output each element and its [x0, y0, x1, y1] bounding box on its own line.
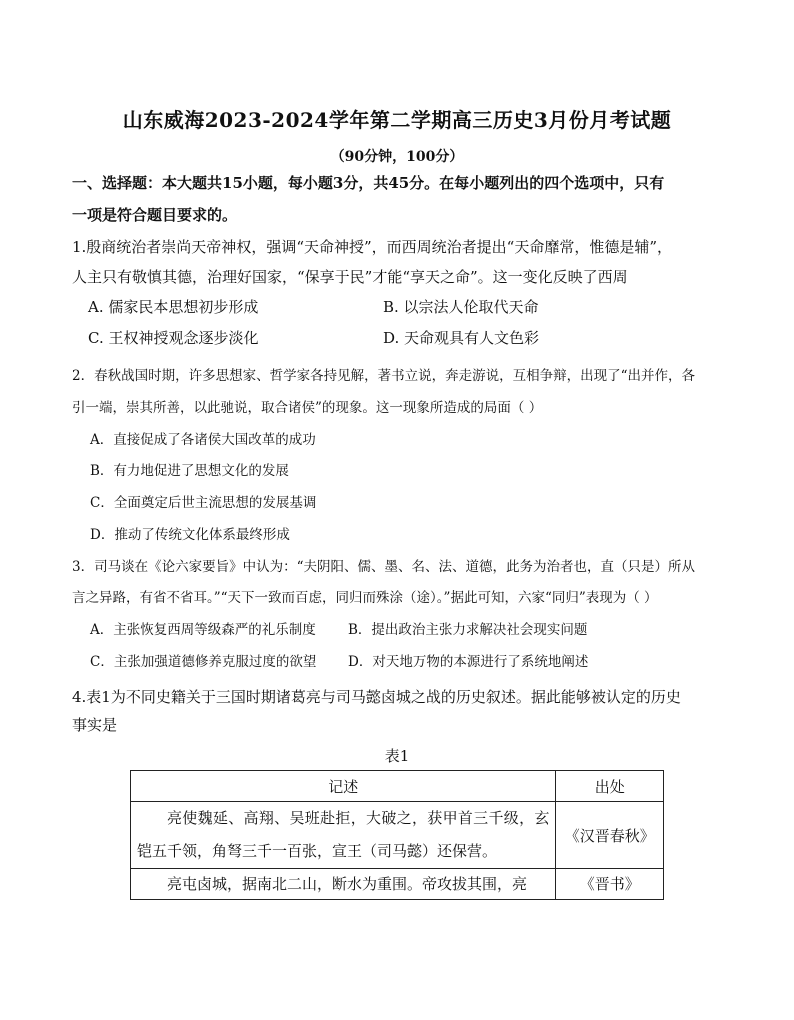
question-3-option-a: A．主张恢复西周等级森严的礼乐制度 — [90, 622, 316, 638]
table-cell-record: 亮屯卤城，据南北二山，断水为重围。帝攻拔其围，亮 — [167, 875, 528, 893]
page-subtitle: （90分钟，100分） — [330, 149, 464, 165]
question-1-option-b: B. 以宗法人伦取代天命 — [383, 298, 539, 316]
question-2-option-c: C．全面奠定后世主流思想的发展基调 — [90, 495, 317, 511]
table-row — [131, 802, 664, 869]
section-instructions-line2: 一项是符合题目要求的。 — [72, 206, 238, 224]
question-3-option-c: C．主张加强道德修养克服过度的欲望 — [90, 654, 317, 670]
question-2-stem-line2: 引一端，崇其所善，以此驰说，取合诸侯”的现象。这一现象所造成的局面（ ） — [72, 400, 543, 416]
table-header-row — [131, 771, 664, 802]
table-row — [131, 869, 664, 900]
question-1-stem-line1: 1.殷商统治者崇尚天帝神权，强调“天命神授”，而西周统治者提出“天命靡常，惟德是辅”， — [72, 238, 672, 256]
question-1-option-c: C. 王权神授观念逐步淡化 — [88, 329, 259, 347]
question-3-option-d: D．对天地万物的本源进行了系统地阐述 — [348, 654, 589, 670]
question-2-option-d: D．推动了传统文化体系最终形成 — [90, 527, 290, 543]
question-1-option-a: A. 儒家民本思想初步形成 — [88, 298, 259, 316]
question-2-option-b: B．有力地促进了思想文化的发展 — [90, 463, 289, 479]
question-1-option-d: D. 天命观具有人文色彩 — [383, 329, 540, 347]
table-header-record: 记述 — [131, 771, 556, 802]
question-3-option-b: B．提出政治主张力求解决社会现实问题 — [348, 622, 588, 638]
page-title: 山东威海2023-2024学年第二学期高三历史3月份月考试题 — [122, 108, 672, 132]
question-3-stem-line2: 言之异路，有省不省耳。”“天下一致而百虑，同归而殊涂（途）。”据此可知，六家“同归”表现为（ ） — [72, 590, 658, 606]
question-2-option-a: A．直接促成了各诸侯大国改革的成功 — [90, 432, 316, 448]
section-instructions-line1: 一、选择题：本大题共15小题，每小题3分，共45分。在每小题列出的四个选项中，只有 — [72, 174, 665, 192]
table-cell-source: 《晋书》 — [556, 869, 664, 900]
table-caption: 表1 — [384, 747, 410, 765]
question-1-stem-line2: 人主只有敬慎其德，治理好国家，“保享于民”才能“享天之命”。这一变化反映了西周 — [72, 268, 628, 286]
table-cell-record: 亮使魏延、高翔、吴班赴拒，大破之，获甲首三千级，玄铠五千领，角弩三千一百张，宣王（司马懿）还保营。 — [137, 809, 550, 860]
question-4-stem-line1: 4.表1为不同史籍关于三国时期诸葛亮与司马懿卤城之战的历史叙述。据此能够被认定的历史 — [72, 688, 681, 706]
question-3-stem-line1: 3．司马谈在《论六家要旨》中认为：“夫阴阳、儒、墨、名、法、道德，此务为治者也，直（只是）所从 — [72, 559, 695, 575]
table-cell-source: 《汉晋春秋》 — [556, 802, 664, 869]
table-header-source: 出处 — [556, 771, 664, 802]
question-4-stem-line2: 事实是 — [72, 716, 118, 734]
question-2-stem-line1: 2．春秋战国时期，许多思想家、哲学家各持见解，著书立说，奔走游说，互相争辩，出现了“出并作，各 — [72, 368, 695, 384]
history-records-table — [130, 770, 664, 900]
